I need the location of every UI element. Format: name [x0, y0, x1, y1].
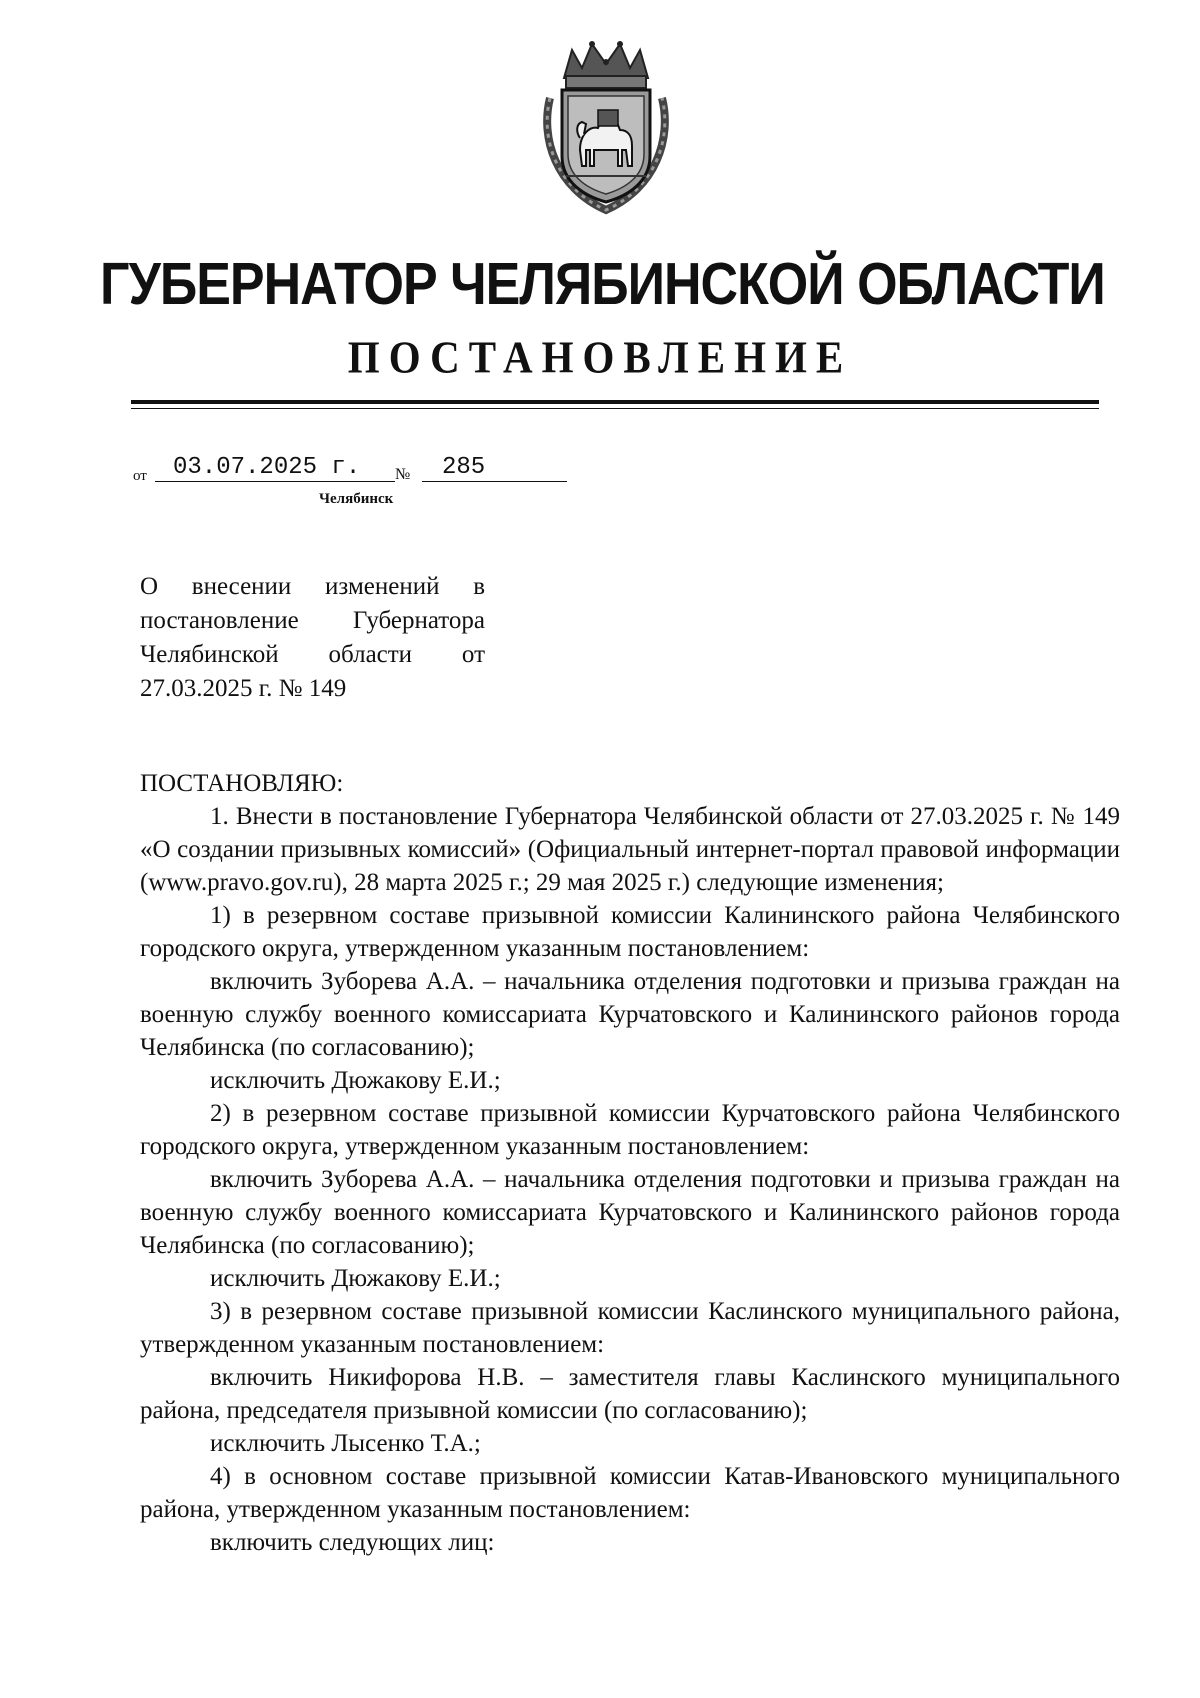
body-paragraph: 3) в резервном составе призывной комиссии Каслинского муниципального района, утвержденном указанным постановлением:: [140, 1298, 1120, 1358]
body-paragraph: исключить Дюжакову Е.И.;: [210, 1067, 501, 1094]
body-paragraph: включить Никифорова Н.В. – заместителя главы Каслинского муниципального района, председателя призывной комиссии (по согласованию);: [140, 1364, 1120, 1424]
body-paragraph: исключить Дюжакову Е.И.;: [210, 1265, 501, 1292]
body-paragraph: включить Зуборева А.А. – начальника отделения подготовки и призыва граждан на военную службу военного комиссариата Курчатовского и Калининского районов города Челябинска (по согласованию);: [140, 1166, 1120, 1259]
city-label: Челябинск: [319, 491, 394, 507]
document-type-heading: ПОСТАНОВЛЕНИЕ: [347, 331, 853, 383]
body-paragraph: 1. Внести в постановление Губернатора Челябинской области от 27.03.2025 г. № 149 «О создании призывных комиссий» (Официальный интернет-портал правовой информации (www.pravo.gov.ru), 28 марта 2025 г.; 29 мая 2025 г.) следующие изменения;: [140, 803, 1120, 896]
document-body: [140, 767, 1120, 1559]
body-paragraph: 1) в резервном составе призывной комиссии Калининского района Челябинского городского округа, утвержденном указанным постановлением:: [140, 902, 1120, 962]
header-divider-thick: [131, 400, 1099, 404]
document-subject: О внесении изменений в постановление Губернатора Челябинской области от 27.03.2025 г. № 149: [140, 573, 485, 702]
document-number: 285: [422, 455, 567, 482]
date-from-label: от: [133, 468, 147, 484]
body-paragraph: включить следующих лиц:: [210, 1529, 495, 1556]
number-label: №: [395, 466, 411, 483]
body-paragraph: 4) в основном составе призывной комиссии Катав-Ивановского муниципального района, утвержденном указанным постановлением:: [140, 1463, 1120, 1523]
coat-of-arms-icon: [536, 38, 676, 216]
body-paragraph: 2) в резервном составе призывной комиссии Курчатовского района Челябинского городского округа, утвержденном указанным постановлением:: [140, 1100, 1120, 1160]
header-divider-thin: [131, 408, 1099, 409]
document-date: 03.07.2025 г.: [155, 455, 395, 482]
body-paragraph: исключить Лысенко Т.А.;: [210, 1430, 481, 1457]
body-paragraph: включить Зуборева А.А. – начальника отделения подготовки и призыва граждан на военную службу военного комиссариата Курчатовского и Калининского районов города Челябинска (по согласованию);: [140, 968, 1120, 1061]
organization-title: ГУБЕРНАТОР ЧЕЛЯБИНСКОЙ ОБЛАСТИ: [100, 251, 1105, 318]
preamble: ПОСТАНОВЛЯЮ:: [140, 770, 344, 797]
